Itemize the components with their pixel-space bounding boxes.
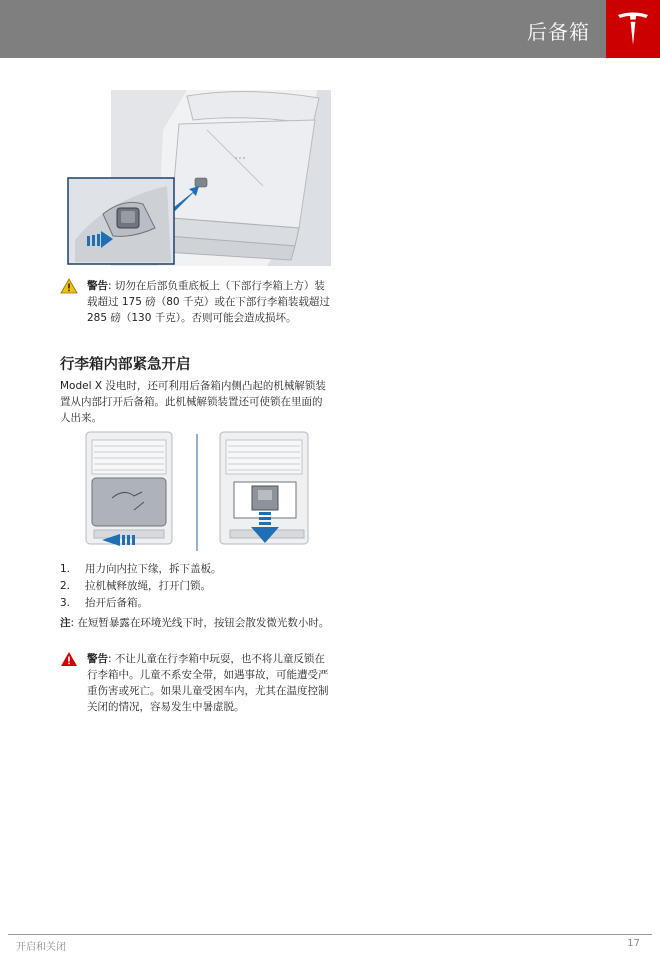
steps-list — [60, 561, 332, 612]
note-label: 注 — [60, 617, 71, 629]
page-number: 17 — [627, 938, 640, 949]
warning-children — [60, 651, 332, 715]
step-number: 3. — [60, 597, 71, 609]
chapter-title: 后备箱 — [527, 20, 590, 44]
step-number: 2. — [60, 580, 71, 592]
warning-text — [87, 278, 332, 326]
warning-body: : 切勿在后部负重底板上（下部行李箱上方）装载超过 175 磅（80 千克）或在下部行李箱装载超过 285 磅（130 千克）。否则可能会造成损坏。 — [87, 280, 330, 324]
brand-logo — [606, 0, 660, 58]
step-text: 拉机械释放绳，打开门锁。 — [85, 580, 211, 592]
note-glow — [60, 615, 332, 631]
warning-load-limit — [60, 278, 332, 326]
section-intro: Model X 没电时，还可利用后备箱内侧凸起的机械解锁装置从内部打开后备箱。此机械解锁装置还可使锁在里面的人出来。 — [60, 380, 326, 424]
tesla-logo-icon — [616, 11, 650, 47]
step-text: 抬开后备箱。 — [85, 597, 148, 609]
cover-panel-diagram — [86, 432, 172, 546]
danger-triangle-icon — [60, 651, 78, 667]
note-body: : 在短暂暴露在环境光线下时，按钮会散发微光数小时。 — [70, 617, 330, 629]
warning-label: 警告 — [87, 280, 108, 292]
list-item — [60, 595, 332, 612]
release-cord-diagram — [220, 432, 308, 544]
warning-triangle-icon — [60, 278, 78, 294]
list-item — [60, 578, 332, 595]
section-heading: 行李箱内部紧急开启 — [60, 357, 191, 373]
trunk-floor-illustration — [67, 90, 331, 266]
step-text: 用力向内拉下缘，拆下盖板。 — [85, 563, 222, 575]
warning-label: 警告 — [87, 653, 108, 665]
warning-text — [87, 651, 332, 715]
emergency-release-illustration — [84, 430, 312, 555]
footer-section-name: 开启和关闭 — [16, 942, 66, 953]
footer-divider — [8, 934, 652, 935]
step-number: 1. — [60, 563, 71, 575]
page-header — [0, 0, 660, 58]
warning-body: : 不让儿童在行李箱中玩耍，也不将儿童反锁在行李箱中。儿童不系安全带，如遇事故，可能遭受严重伤害或死亡。如果儿童受困车内，尤其在温度控制关闭的情况，容易发生中暑虚脱。 — [87, 653, 329, 713]
list-item — [60, 561, 332, 578]
